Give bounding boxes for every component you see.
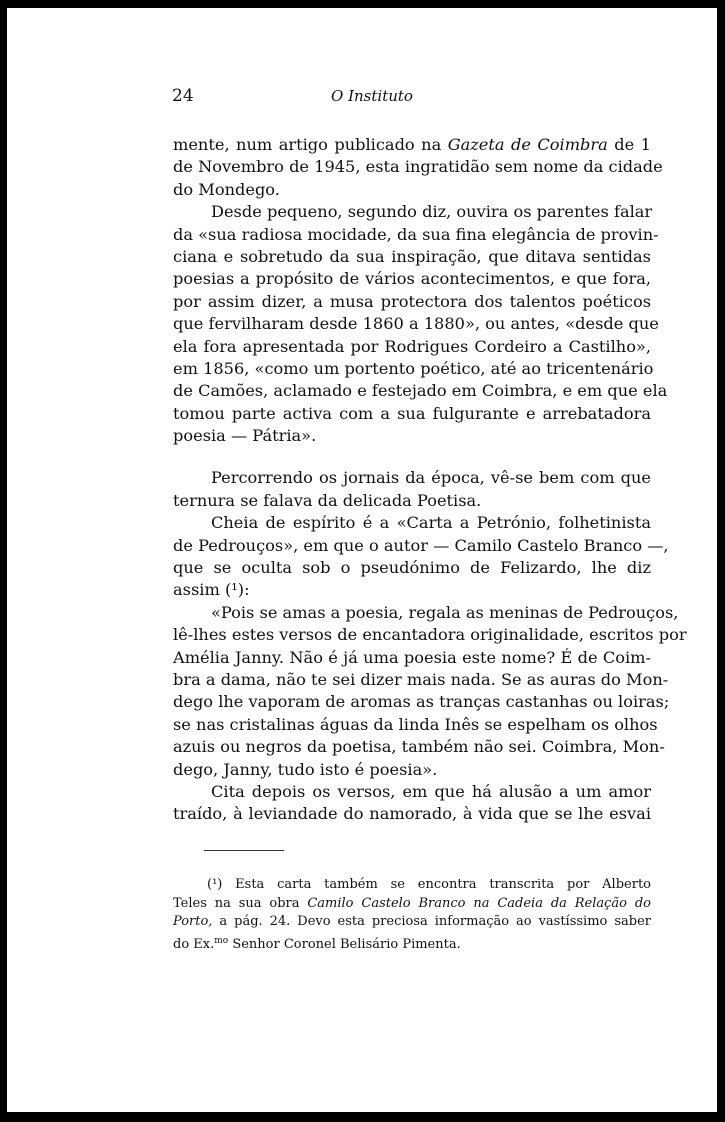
text-line: dego, Janny, tudo isto é poesia». <box>173 759 438 779</box>
text-line: ternura se falava da delicada Poetisa. <box>173 490 482 510</box>
footnote-marker: (¹) <box>207 877 223 892</box>
text-line: se nas cristalinas águas da linda Inês se espelham os olhos <box>173 714 658 734</box>
text-line: poesia — Pátria». <box>173 426 317 446</box>
paragraph-4 <box>173 512 669 602</box>
quotation <box>173 602 687 781</box>
text-line: que se oculta sob o pseudónimo de Felizardo, lhe diz <box>173 558 651 578</box>
paragraph-2 <box>173 201 668 447</box>
text-line: Amélia Janny. Não é já uma poesia este nome? É de Coim- <box>173 647 651 667</box>
text-line: que fervilharam desde 1860 a 1880», ou antes, «desde que <box>173 314 659 334</box>
text-line: de Pedrouços», em que o autor — Camilo Castelo Branco —, <box>173 535 669 555</box>
text-line: por assim dizer, a musa protectora dos talentos poéticos <box>173 291 651 311</box>
text-line: Cita depois os versos, em que há alusão a um amor <box>211 781 651 801</box>
footnote-divider <box>204 850 284 851</box>
page-header <box>7 86 717 110</box>
paragraph-3 <box>173 467 651 512</box>
text-line: do Ex.$^{mo}$ Senhor Coronel Belisário Pimenta. <box>173 935 461 952</box>
page-number: 24 <box>172 86 194 106</box>
paragraph-1 <box>173 134 663 201</box>
text-line: Percorrendo os jornais da época, vê-se bem com que <box>211 468 651 488</box>
text-line: azuis ou negros da poetisa, também não sei. Coimbra, Mon- <box>173 737 665 757</box>
document-page <box>7 8 717 1112</box>
work-title: Camilo Castelo Branco na Cadeia da Relação do <box>307 895 651 911</box>
paragraph-6 <box>173 781 651 826</box>
text-line: em 1856, «como um portento poético, até ao tricentenário <box>173 358 654 378</box>
text-line: «Pois se amas a poesia, regala as meninas de Pedrouços, <box>211 602 679 622</box>
text-line: ciana e sobretudo da sua inspiração, que ditava sentidas <box>173 246 651 266</box>
text-line: bra a dama, não te sei dizer mais nada. Se as auras do Mon- <box>173 669 669 689</box>
text-line: Desde pequeno, segundo diz, ouvira os parentes falar <box>211 202 653 222</box>
text-line: Teles na sua obra Camilo Castelo Branco na Cadeia da Relação do <box>173 895 651 911</box>
text-line: ela fora apresentada por Rodrigues Cordeiro a Castilho», <box>173 336 651 356</box>
text-line: (¹) Esta carta também se encontra transcrita por Alberto <box>207 877 651 892</box>
text-line: do Mondego. <box>173 179 280 199</box>
text-line: de Camões, aclamado e festejado em Coimbra, e em que ela <box>173 381 668 401</box>
text-line: poesias a propósito de vários acontecimentos, e que fora, <box>173 269 651 289</box>
text-line: mente, num artigo publicado na Gazeta de Coimbra de 1 <box>173 135 651 154</box>
text-line: dego lhe vaporam de aromas as tranças castanhas ou loiras; <box>173 692 670 712</box>
text-line: traído, à leviandade do namorado, à vida que se lhe esvai <box>173 804 651 824</box>
body-text <box>173 134 687 826</box>
text-line: da «sua radiosa mocidade, da sua fina elegância de provin- <box>173 224 659 244</box>
footnote <box>173 876 651 950</box>
running-title: O Instituto <box>331 87 413 105</box>
text-line: Porto, a pág. 24. Devo esta preciosa informação ao vastíssimo saber <box>173 914 651 929</box>
text-line: Cheia de espírito é a «Carta a Petrónio, folhetinista <box>211 513 651 533</box>
publication-title: Gazeta de Coimbra <box>447 135 608 154</box>
text-line: lê-lhes estes versos de encantadora originalidade, escritos por <box>173 625 687 645</box>
text-line: tomou parte activa com a sua fulgurante e arrebatadora <box>173 403 651 423</box>
footnote-reference: (¹): <box>224 580 250 600</box>
text-line: assim (¹): <box>173 580 250 600</box>
text-line: de Novembro de 1945, esta ingratidão sem nome da cidade <box>173 157 663 177</box>
